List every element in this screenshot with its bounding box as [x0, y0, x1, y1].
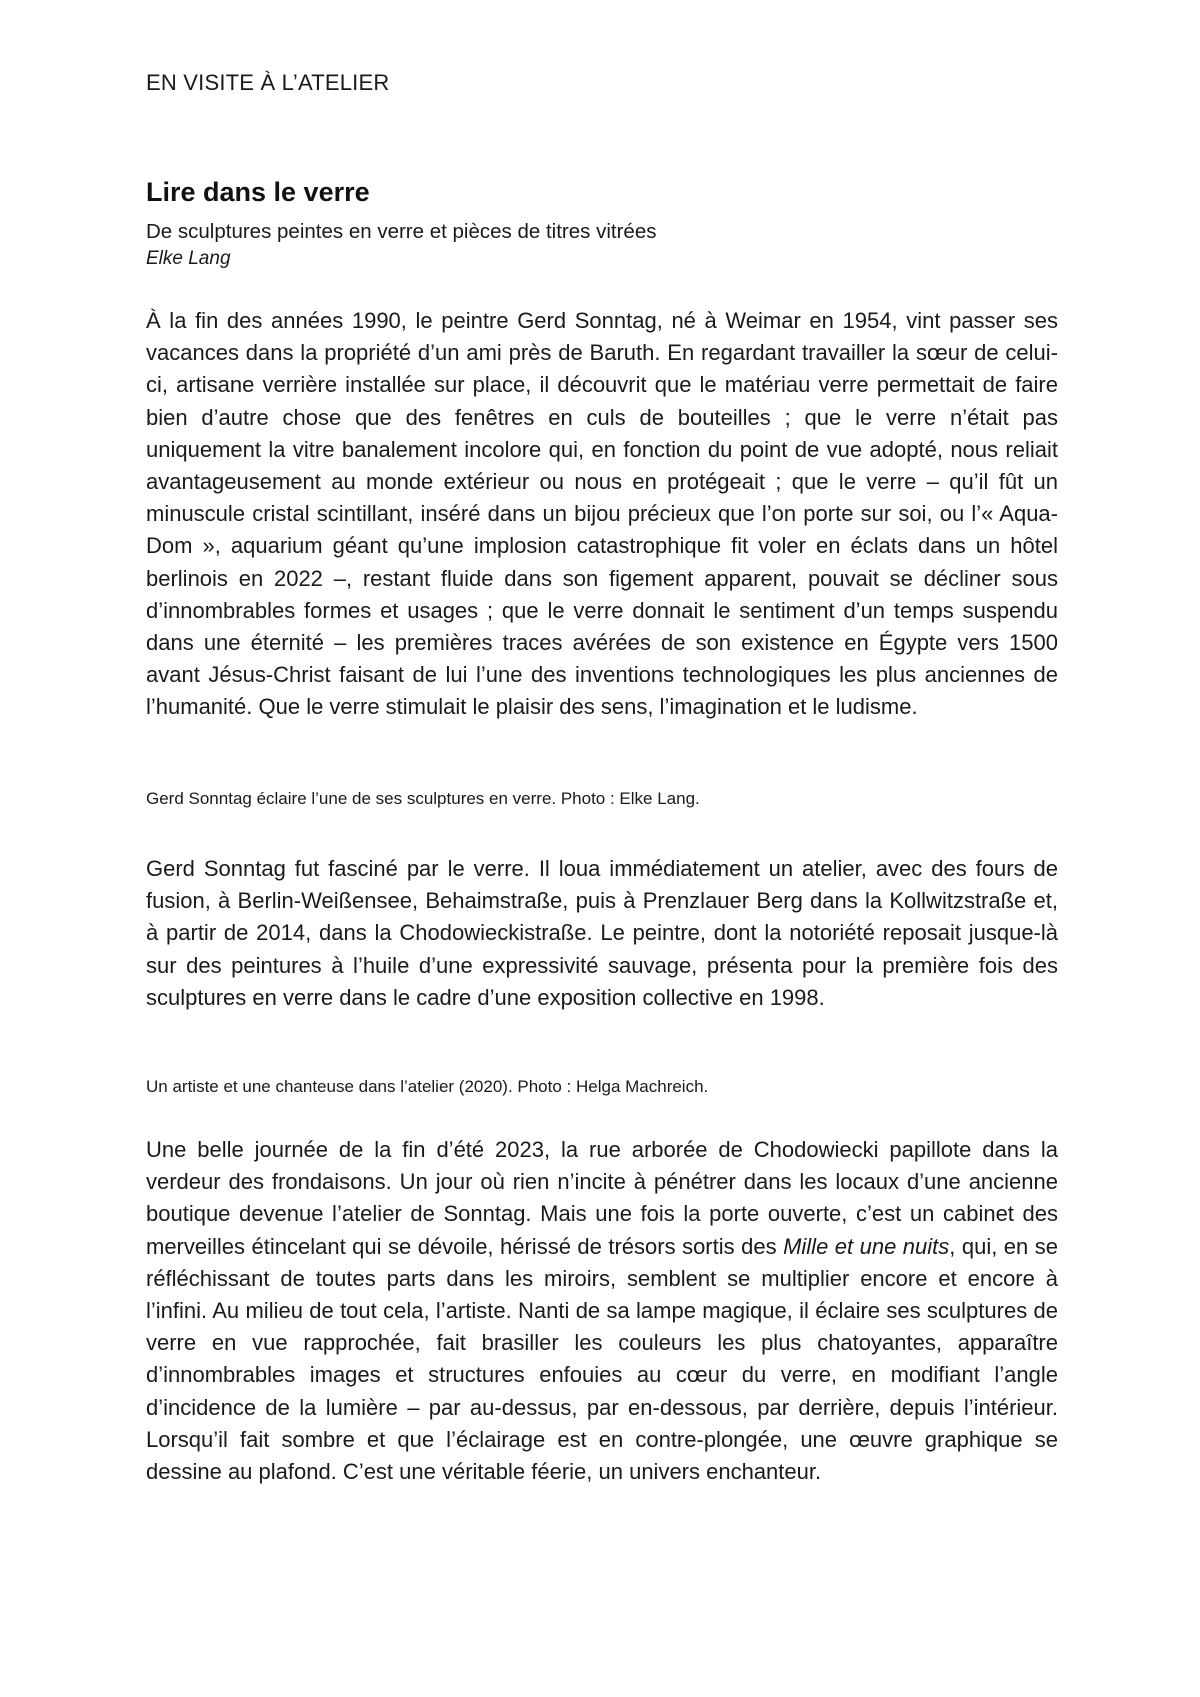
article-title: Lire dans le verre	[146, 177, 370, 207]
paragraph-1: À la fin des années 1990, le peintre Gerd Sonntag, né à Weimar en 1954, vint passer ses vacances dans la propriété d’un ami près de Baruth. En regardant travailler la sœur de celui-ci, artisane verrière installée sur place, il découvrit que le matériau verre permettait de faire bien d’autre chose que des fenêtres en culs de bouteilles ; que le verre n’était pas uniquement la vitre banalement incolore qui, en fonction du point de vue adopté, nous reliait avantageusement au monde extérieur ou nous en protégeait ; que le verre – qu’il fût un minuscule cristal scintillant, inséré dans un bijou précieux que l’on porte sur soi, ou l’« Aqua-Dom », aquarium géant qu’une implosion catastrophique fit voler en éclats dans un hôtel berlinois en 2022 –, restant fluide dans son figement apparent, pouvait se décliner sous d’innombrables formes et usages ; que le verre donnait le sentiment d’un temps suspendu dans une éternité – les premières traces avérées de son existence en Égypte vers 1500 avant Jésus-Christ faisant de lui l’une des inventions technologiques les plus anciennes de l’humanité. Que le verre stimulait le plaisir des sens, l’imagination et le ludisme.	[146, 308, 1058, 720]
book-title-italic: Mille et une nuits	[783, 1233, 950, 1259]
section-label: EN VISITE À L’ATELIER	[146, 70, 390, 95]
photo-caption-1: Gerd Sonntag éclaire l’une de ses sculptures en verre. Photo : Elke Lang.	[146, 789, 700, 808]
article-subtitle: De sculptures peintes en verre et pièces de titres vitrées	[146, 220, 657, 243]
paragraph-3-text-end: , qui, en se réfléchissant de toutes parts dans les miroirs, semblent se multiplier encore et encore à l’infini. Au milieu de tout cela, l’artiste. Nanti de sa lampe magique, il éclaire ses sculptures de verre en vue rapprochée, fait brasiller les couleurs les plus chatoyantes, apparaître d’innombrables images et structures enfouies au cœur du verre, en modifiant l’angle d’incidence de la lumière – par au-dessus, par en-dessous, par derrière, depuis l’intérieur. Lorsqu’il fait sombre et que l’éclairage est en contre-plongée, une œuvre graphique se dessine au plafond. C’est une véritable féerie, un univers enchanteur.	[146, 1233, 1058, 1485]
paragraph-3	[146, 1134, 1058, 1488]
photo-caption-2: Un artiste et une chanteuse dans l’atelier (2020). Photo : Helga Machreich.	[146, 1077, 709, 1096]
article-author: Elke Lang	[146, 248, 231, 269]
paragraph-2: Gerd Sonntag fut fasciné par le verre. Il loua immédiatement un atelier, avec des fours de fusion, à Berlin-Weißensee, Behaimstraße, puis à Prenzlauer Berg dans la Kollwitzstraße et, à partir de 2014, dans la Chodowieckistraße. Le peintre, dont la notoriété reposait jusque-là sur des peintures à l’huile d’une expressivité sauvage, présenta pour la première fois des sculptures en verre dans le cadre d’une exposition collective en 1998.	[146, 856, 1058, 1010]
paragraph-3-text-start: Une belle journée de la fin d’été 2023, la rue arborée de Chodowiecki papillote dans la verdeur des frondaisons. Un jour où rien n’incite à pénétrer dans les locaux d’une ancienne boutique devenue l’atelier de Sonntag. Mais une fois la porte ouverte, c’est un cabinet des merveilles étincelant qui se dévoile, hérissé de trésors sortis des	[146, 1137, 1058, 1259]
